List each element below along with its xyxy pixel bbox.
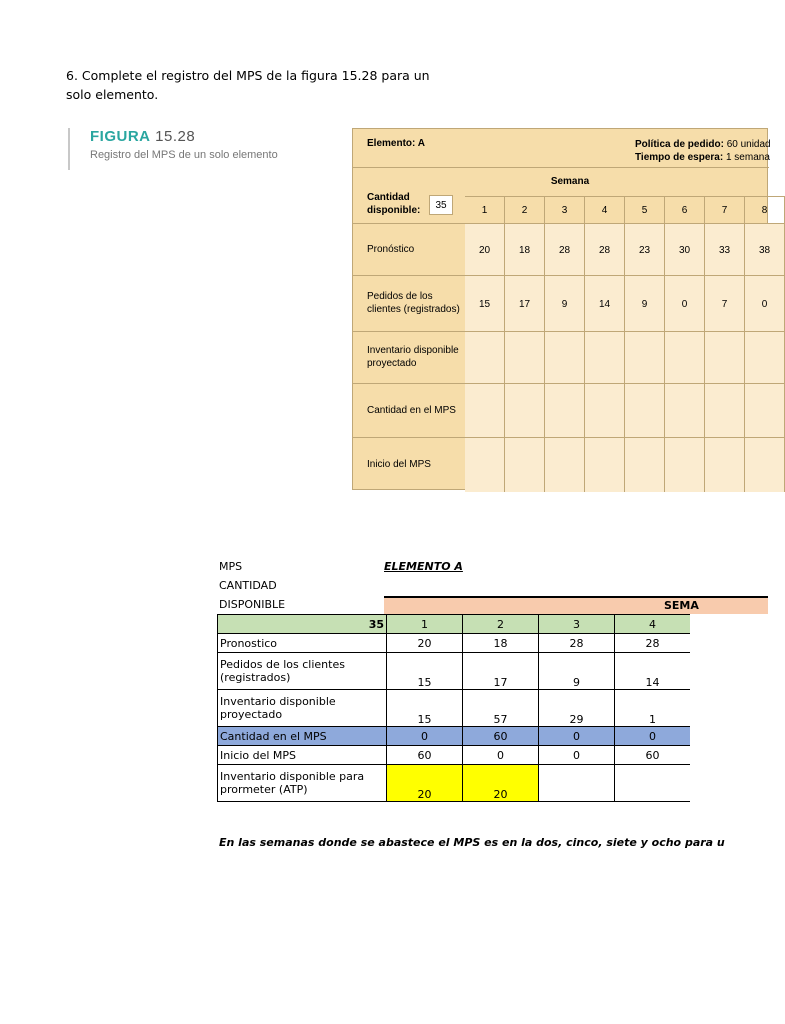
cell[interactable]: 17 [463, 653, 539, 690]
row-label[interactable]: Pronostico [218, 634, 387, 653]
weeks-row [218, 615, 691, 634]
cell[interactable]: 0 [615, 727, 691, 746]
cell: 0 [665, 276, 705, 332]
cell [545, 384, 585, 438]
policy-label: Política de pedido: [635, 139, 724, 150]
lead-label: Tiempo de espera: [635, 152, 724, 163]
cell [585, 332, 625, 384]
figure-row [465, 223, 785, 276]
week-cell[interactable]: 4 [615, 615, 691, 634]
lead-value: 1 semana [725, 152, 770, 163]
cell: 20 [465, 224, 505, 276]
cell[interactable]: 15 [387, 653, 463, 690]
cell[interactable]: 14 [615, 653, 691, 690]
policy-value: 60 unidad [726, 139, 771, 150]
table-row [218, 634, 691, 653]
cell [465, 384, 505, 438]
table-row [218, 746, 691, 765]
cell[interactable]: 60 [463, 727, 539, 746]
cell[interactable]: 57 [463, 690, 539, 727]
question-text: 6. Complete el registro del MPS de la figura 15.28 para un solo elemento. [66, 68, 430, 102]
cell [545, 438, 585, 492]
cell [705, 332, 745, 384]
cell: 30 [665, 224, 705, 276]
cell[interactable]: 28 [615, 634, 691, 653]
cell: 14 [585, 276, 625, 332]
cell[interactable]: 28 [539, 634, 615, 653]
row-label: Inicio del MPS [367, 458, 431, 470]
qty-label-1: Cantidad [367, 192, 410, 203]
figure-element: Elemento: A [367, 138, 425, 149]
cell[interactable]: 18 [463, 634, 539, 653]
row-label: Cantidad en el MPS [367, 404, 456, 416]
cell [545, 332, 585, 384]
week-2: 2 [505, 197, 545, 223]
week-3: 3 [545, 197, 585, 223]
row-label[interactable]: Inventario disponible proyectado [218, 690, 387, 727]
cell[interactable]: 1 [615, 690, 691, 727]
week-6: 6 [665, 197, 705, 223]
figure-weeks [465, 197, 785, 223]
cell: 18 [505, 224, 545, 276]
mps-table [217, 614, 691, 802]
cell [745, 384, 785, 438]
cell[interactable]: 60 [387, 746, 463, 765]
cell[interactable]: 29 [539, 690, 615, 727]
cell [465, 438, 505, 492]
semana-text: SEMA [664, 599, 699, 612]
cell[interactable]: 20 [387, 634, 463, 653]
figure-label-word: FIGURA [90, 128, 151, 145]
qty-label-2: disponible: [367, 205, 421, 216]
cell: 9 [625, 276, 665, 332]
week-cell[interactable]: 3 [539, 615, 615, 634]
cell[interactable]: 0 [539, 746, 615, 765]
cell[interactable]: 15 [387, 690, 463, 727]
cell[interactable]: 0 [387, 727, 463, 746]
mps-label: MPS [219, 560, 243, 573]
cell [585, 384, 625, 438]
cell: 15 [465, 276, 505, 332]
on-hand-cell[interactable]: 35 [218, 615, 387, 634]
cell: 9 [545, 276, 585, 332]
row-label: Pedidos de los clientes (registrados) [367, 291, 460, 315]
cell: 28 [585, 224, 625, 276]
cell[interactable]: 9 [539, 653, 615, 690]
cell [665, 332, 705, 384]
cell [585, 438, 625, 492]
cantidad-label: CANTIDAD [219, 579, 277, 592]
disponible-label: DISPONIBLE [219, 598, 286, 611]
week-1: 1 [465, 197, 505, 223]
week-5: 5 [625, 197, 665, 223]
cell [505, 438, 545, 492]
row-label[interactable]: Inventario disponible para prormeter (ATP) [218, 765, 387, 802]
cell [625, 384, 665, 438]
row-label: Pronóstico [367, 243, 415, 255]
cell [625, 438, 665, 492]
row-label[interactable]: Inicio del MPS [218, 746, 387, 765]
week-7: 7 [705, 197, 745, 223]
figure-row [465, 331, 785, 384]
week-4: 4 [585, 197, 625, 223]
book-figure-table [352, 128, 771, 490]
cell [505, 332, 545, 384]
cell: 7 [705, 276, 745, 332]
figure-row [465, 275, 785, 332]
cell: 28 [545, 224, 585, 276]
cell[interactable]: 20 [463, 765, 539, 802]
cell [705, 438, 745, 492]
cell [625, 332, 665, 384]
cell[interactable]: 0 [539, 727, 615, 746]
cell: 38 [745, 224, 785, 276]
table-row [218, 727, 691, 746]
cell [705, 384, 745, 438]
cell [745, 332, 785, 384]
week-cell[interactable]: 1 [387, 615, 463, 634]
table-row [218, 765, 691, 802]
figure-label [90, 128, 278, 145]
cell: 17 [505, 276, 545, 332]
on-hand-box: 35 [429, 195, 453, 215]
cell [665, 438, 705, 492]
figure-row [465, 437, 785, 492]
figure-subtitle: Registro del MPS de un solo elemento [90, 149, 278, 161]
cell: 33 [705, 224, 745, 276]
cell [665, 384, 705, 438]
cell[interactable]: 0 [463, 746, 539, 765]
week-8: 8 [745, 197, 785, 223]
cell [505, 384, 545, 438]
cell: 23 [625, 224, 665, 276]
cropped-area [690, 614, 768, 804]
cell [745, 438, 785, 492]
qty-label [367, 191, 420, 217]
cell[interactable] [615, 765, 691, 802]
cell[interactable] [539, 765, 615, 802]
row-label[interactable]: Pedidos de los clientes (registrados) [218, 653, 387, 690]
cell[interactable]: 20 [387, 765, 463, 802]
row-label: Inventario disponible proyectado [367, 345, 459, 369]
table-row [218, 690, 691, 727]
semana-bar [384, 596, 768, 614]
week-cell[interactable]: 2 [463, 615, 539, 634]
note-text: En las semanas donde se abastece el MPS es en la dos, cinco, siete y ocho para u [219, 836, 725, 849]
figure-number: 15.28 [155, 128, 196, 145]
semana-header: Semana [465, 167, 785, 197]
cell: 0 [745, 276, 785, 332]
element-title: ELEMENTO A [384, 560, 463, 573]
figure-caption [68, 128, 278, 170]
figure-policy [635, 138, 771, 164]
cell[interactable]: 60 [615, 746, 691, 765]
row-label[interactable]: Cantidad en el MPS [218, 727, 387, 746]
figure-row [465, 383, 785, 438]
cell [465, 332, 505, 384]
table-row [218, 653, 691, 690]
